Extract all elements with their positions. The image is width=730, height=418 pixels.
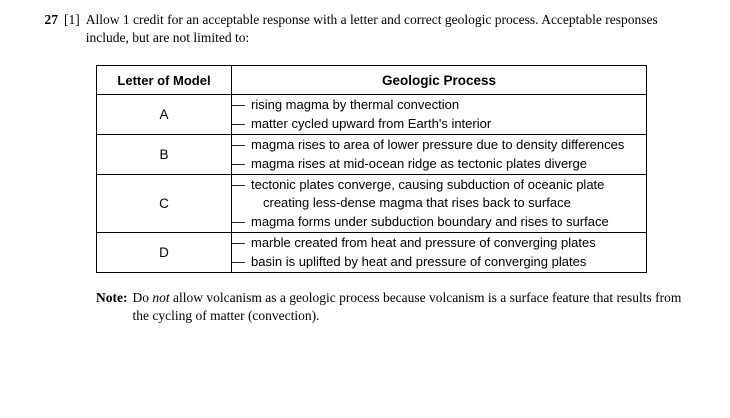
dash-marker: — [232, 156, 245, 171]
model-letter: A [97, 95, 232, 135]
dash-marker: — [232, 116, 245, 131]
model-process-table [96, 65, 647, 273]
note-text-emphasis: not [152, 290, 170, 305]
dash-marker: — [232, 235, 245, 250]
question-intro [0, 0, 730, 46]
dash-marker: — [232, 214, 245, 229]
question-credit: [1] [64, 12, 80, 27]
table-header-row [97, 66, 647, 95]
process-list [232, 175, 647, 233]
table-row [97, 135, 647, 175]
column-header-process: Geologic Process [232, 66, 647, 95]
table-row [97, 175, 647, 233]
question-instruction-text: Allow 1 credit for an acceptable response with a letter and correct geologic process. Acceptable responses include, but are not limited to: [85, 12, 658, 45]
process-list [232, 135, 647, 175]
dash-marker: — [232, 97, 245, 112]
question-number: 27 [44, 12, 58, 27]
process-text: magma rises at mid-ocean ridge as tectonic plates diverge [251, 156, 587, 171]
model-letter: C [97, 175, 232, 233]
table-row [97, 233, 647, 273]
process-text: matter cycled upward from Earth's interior [251, 116, 492, 131]
dash-marker: — [232, 254, 245, 269]
process-text: magma rises to area of lower pressure due to density differences [251, 137, 625, 152]
note-text-part2: allow volcanism as a geologic process because volcanism is a surface feature that results from the cycling of matter (convection). [132, 290, 682, 323]
process-text: marble created from heat and pressure of converging plates [251, 235, 596, 250]
process-item [232, 115, 646, 133]
column-header-letter: Letter of Model [97, 66, 232, 95]
process-list [232, 95, 647, 135]
process-text-main: tectonic plates converge, causing subduction of oceanic plate [251, 177, 605, 192]
process-item [232, 155, 646, 173]
process-text [251, 176, 646, 212]
process-text: magma forms under subduction boundary and rises to surface [251, 214, 609, 229]
model-process-table-wrapper [96, 65, 647, 273]
note-label: Note: [96, 290, 128, 305]
model-letter: D [97, 233, 232, 273]
note-text-part1: Do [132, 290, 153, 305]
table-row [97, 95, 647, 135]
process-text-continuation: creating less-dense magma that rises back to surface [263, 195, 571, 210]
process-item [232, 253, 646, 271]
model-letter: B [97, 135, 232, 175]
process-text: basin is uplifted by heat and pressure of converging plates [251, 254, 587, 269]
process-item [232, 213, 646, 231]
dash-marker: — [232, 177, 245, 192]
note-text [132, 289, 690, 324]
process-item [232, 96, 646, 114]
process-item [232, 234, 646, 252]
dash-marker: — [232, 137, 245, 152]
process-item [232, 176, 646, 212]
process-item [232, 136, 646, 154]
process-text: rising magma by thermal convection [251, 97, 460, 112]
process-list [232, 233, 647, 273]
note-block [96, 289, 690, 324]
